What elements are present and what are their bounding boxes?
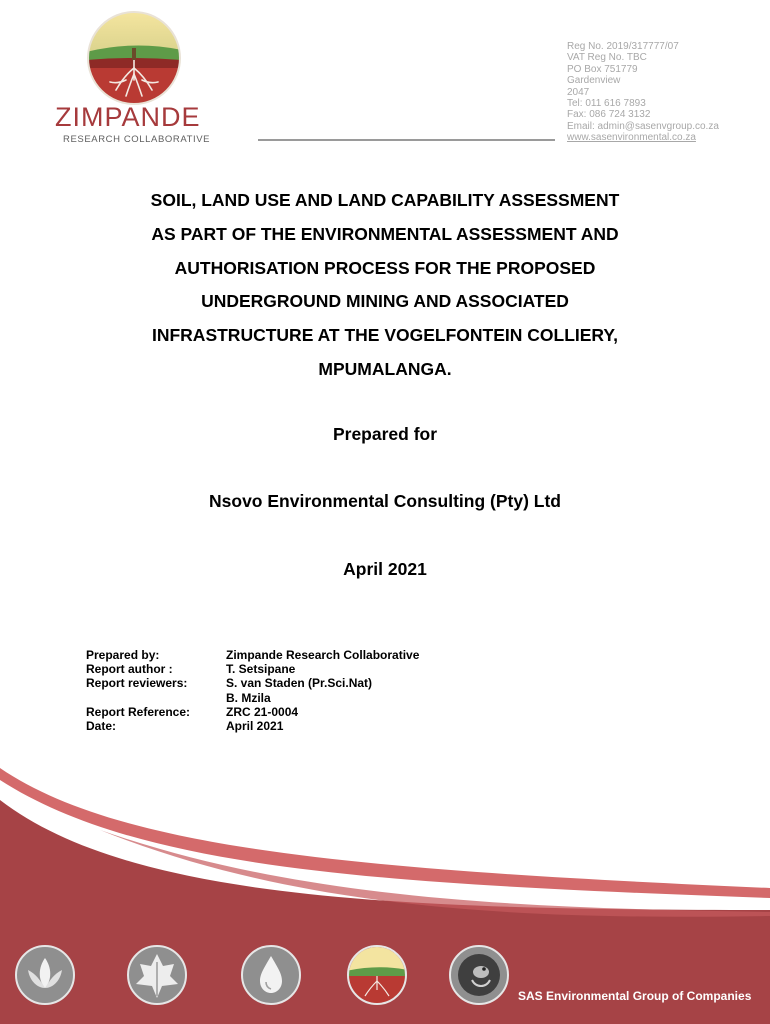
title-line: AS PART OF THE ENVIRONMENTAL ASSESSMENT AND	[151, 223, 619, 244]
water-drop-icon	[240, 944, 302, 1006]
title-line: INFRASTRUCTURE AT THE VOGELFONTEIN COLLIERY,	[151, 325, 618, 346]
logo-subtitle: RESEARCH COLLABORATIVE	[63, 134, 211, 145]
detail-label: Report author :	[86, 662, 173, 677]
detail-row	[86, 676, 419, 690]
report-date: April 2021	[343, 559, 427, 579]
contact-line: Gardenview	[567, 75, 621, 87]
header-divider	[258, 139, 555, 141]
title-line: SOIL, LAND USE AND LAND CAPABILITY ASSESSMENT	[150, 190, 620, 210]
detail-value: ZRC 21-0004	[226, 704, 299, 719]
report-title	[60, 184, 710, 387]
detail-value: April 2021	[226, 718, 284, 733]
zimpande-badge-icon	[346, 944, 408, 1006]
title-line: MPUMALANGA.	[318, 358, 452, 379]
contact-line: Tel: 011 616 7893	[567, 98, 646, 110]
website-link[interactable]: www.sasenvironmental.co.za	[567, 132, 696, 144]
contact-line: Reg No. 2019/317777/07	[567, 41, 679, 52]
detail-value: T. Setsipane	[226, 662, 296, 677]
detail-row	[86, 648, 419, 662]
client-name: Nsovo Environmental Consulting (Pty) Ltd	[209, 491, 561, 511]
lotus-icon	[14, 944, 76, 1006]
detail-label: Date:	[86, 718, 117, 733]
contact-line: Email: admin@sasenvgroup.co.za	[567, 120, 719, 132]
detail-label: Prepared by:	[86, 648, 160, 662]
contact-block	[567, 41, 719, 144]
detail-row	[86, 705, 419, 719]
group-name: SAS Environmental Group of Companies	[518, 989, 752, 1003]
detail-label: Report reviewers:	[86, 676, 188, 691]
title-line: AUTHORISATION PROCESS FOR THE PROPOSED	[174, 257, 596, 278]
report-details	[86, 648, 419, 733]
logo-name: ZIMPANDE	[55, 102, 201, 132]
logo-tree-icon	[86, 10, 182, 106]
detail-label	[86, 691, 226, 705]
detail-row	[86, 691, 419, 705]
leaf-icon	[126, 944, 188, 1006]
contact-line: Fax: 086 724 3132	[567, 109, 651, 121]
contact-line: VAT Reg No. TBC	[567, 52, 647, 64]
prepared-for-label: Prepared for	[332, 424, 438, 444]
zimpande-logo	[48, 10, 228, 145]
detail-label: Report Reference:	[86, 704, 191, 719]
contact-line: PO Box 751779	[567, 63, 638, 75]
detail-row	[86, 662, 419, 676]
contact-line: 2047	[567, 86, 590, 98]
detail-value: S. van Staden (Pr.Sci.Nat)	[226, 676, 373, 691]
title-line: UNDERGROUND MINING AND ASSOCIATED	[201, 291, 569, 312]
detail-row	[86, 719, 419, 733]
frog-icon	[448, 944, 510, 1006]
detail-value: Zimpande Research Collaborative	[226, 648, 420, 662]
detail-value: B. Mzila	[226, 690, 271, 705]
